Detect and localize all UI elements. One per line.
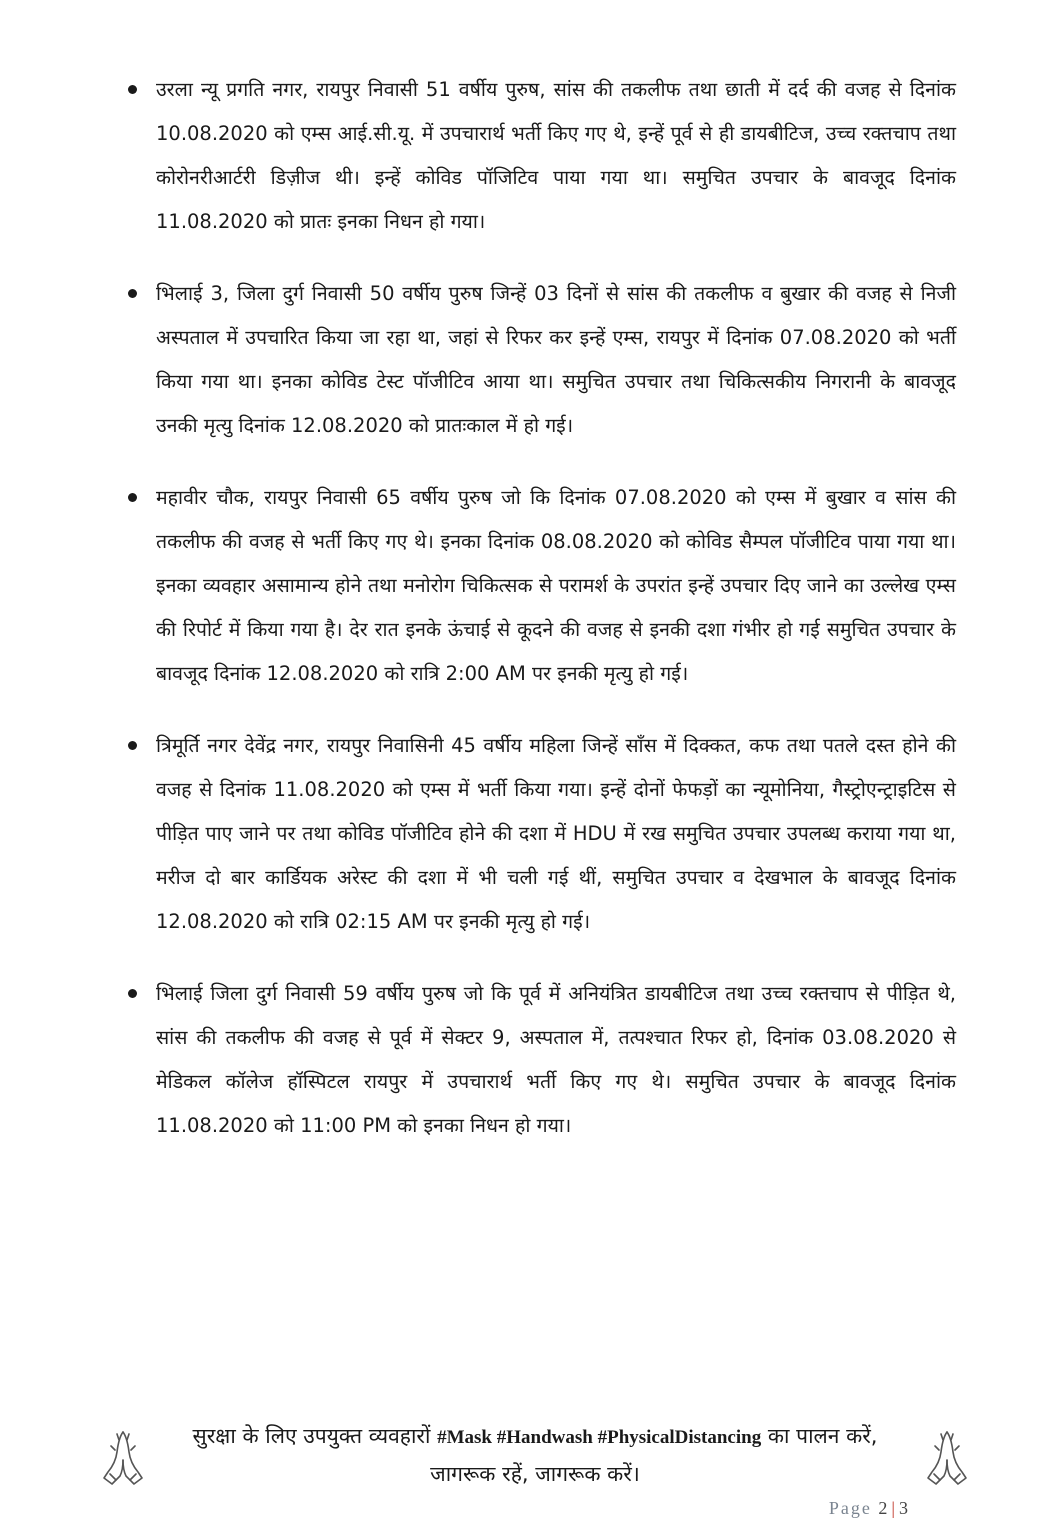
list-item: महावीर चौक, रायपुर निवासी 65 वर्षीय पुरुष जो कि दिनांक 07.08.2020 को एम्स में बुखार व सांस की तकलीफ की वजह से भर्ती किए गए थे। इनका दिनांक 08.08.2020 को कोविड सैम्पल पॉजीटिव पाया गया था। इनका व्यवहार असामान्य होने तथा मनोरोग चिकित्सक से परामर्श के उपरांत इन्हें उपचार दिए जाने का उल्लेख एम्स की रिपोर्ट में किया गया है। देर रात इनके ऊंचाई से कूदने की वजह से इनकी दशा गंभीर हो गई समुचित उपचार के बावजूद दिनांक 12.08.2020 को रात्रि 2:00 AM पर इनकी मृत्यु हो गई। <box>128 476 956 696</box>
safety-footer <box>90 1418 970 1498</box>
list-item: उरला न्यू प्रगति नगर, रायपुर निवासी 51 वर्षीय पुरुष, सांस की तकलीफ तथा छाती में दर्द की वजह से दिनांक 10.08.2020 को एम्स आई.सी.यू. में उपचारार्थ भर्ती किए गए थे, इन्हें पूर्व से ही डायबीटिज, उच्च रक्तचाप तथा कोरोनरीआर्टरी डिज़ीज थी। इन्हें कोविड पॉजिटिव पाया गया था। समुचित उपचार के बावजूद दिनांक 11.08.2020 को प्रातः इनका निधन हो गया। <box>128 68 956 244</box>
footer-message <box>160 1418 910 1492</box>
footer-text-before: सुरक्षा के लिए उपयुक्त व्यवहारों <box>192 1424 438 1448</box>
footer-hashtags: #Mask #Handwash #PhysicalDistancing <box>437 1427 762 1448</box>
praying-hands-icon <box>924 1426 970 1488</box>
list-item: त्रिमूर्ति नगर देवेंद्र नगर, रायपुर निवासिनी 45 वर्षीय महिला जिन्हें साँस में दिक्कत, कफ तथा पतले दस्त होने की वजह से दिनांक 11.08.2020 को एम्स में भर्ती किया गया। इन्हें दोनों फेफड़ों का न्यूमोनिया, गैस्ट्रोएन्ट्राइटिस से पीड़ित पाए जाने पर तथा कोविड पॉजीटिव होने की दशा में HDU में रख समुचित उपचार उपलब्ध कराया गया था, मरीज दो बार कार्डियक अरेस्ट की दशा में भी चली गई थीं, समुचित उपचार व देखभाल के बावजूद दिनांक 12.08.2020 को रात्रि 02:15 AM पर इनकी मृत्यु हो गई। <box>128 724 956 944</box>
list-item: भिलाई 3, जिला दुर्ग निवासी 50 वर्षीय पुरुष जिन्हें 03 दिनों से सांस की तकलीफ व बुखार की वजह से निजी अस्पताल में उपचारित किया जा रहा था, जहां से रिफर कर इन्हें एम्स, रायपुर में दिनांक 07.08.2020 को भर्ती किया गया था। इनका कोविड टेस्ट पॉजीटिव आया था। समुचित उपचार तथा चिकित्सकीय निगरानी के बावजूद उनकी मृत्यु दिनांक 12.08.2020 को प्रातःकाल में हो गई। <box>128 272 956 448</box>
page-label: Page <box>828 1498 872 1518</box>
footer-text-after: का पालन करें, जागरूक रहें, जागरूक करें। <box>430 1424 878 1486</box>
page-total: 3 <box>899 1498 910 1518</box>
page-number <box>829 1498 910 1519</box>
list-item: भिलाई जिला दुर्ग निवासी 59 वर्षीय पुरुष जो कि पूर्व में अनियंत्रित डायबीटिज तथा उच्च रक्तचाप से पीड़ित थे, सांस की तकलीफ की वजह से पूर्व में सेक्टर 9, अस्पताल में, तत्पश्चात रिफर हो, दिनांक 03.08.2020 से मेडिकल कॉलेज हॉस्पिटल रायपुर में उपचारार्थ भर्ती किए गए थे। समुचित उपचार के बावजूद दिनांक 11.08.2020 को 11:00 PM को इनका निधन हो गया। <box>128 972 956 1148</box>
case-list <box>128 68 956 1176</box>
page-current: 2 <box>878 1498 890 1518</box>
page-separator: | <box>891 1498 897 1518</box>
praying-hands-icon <box>100 1426 146 1488</box>
